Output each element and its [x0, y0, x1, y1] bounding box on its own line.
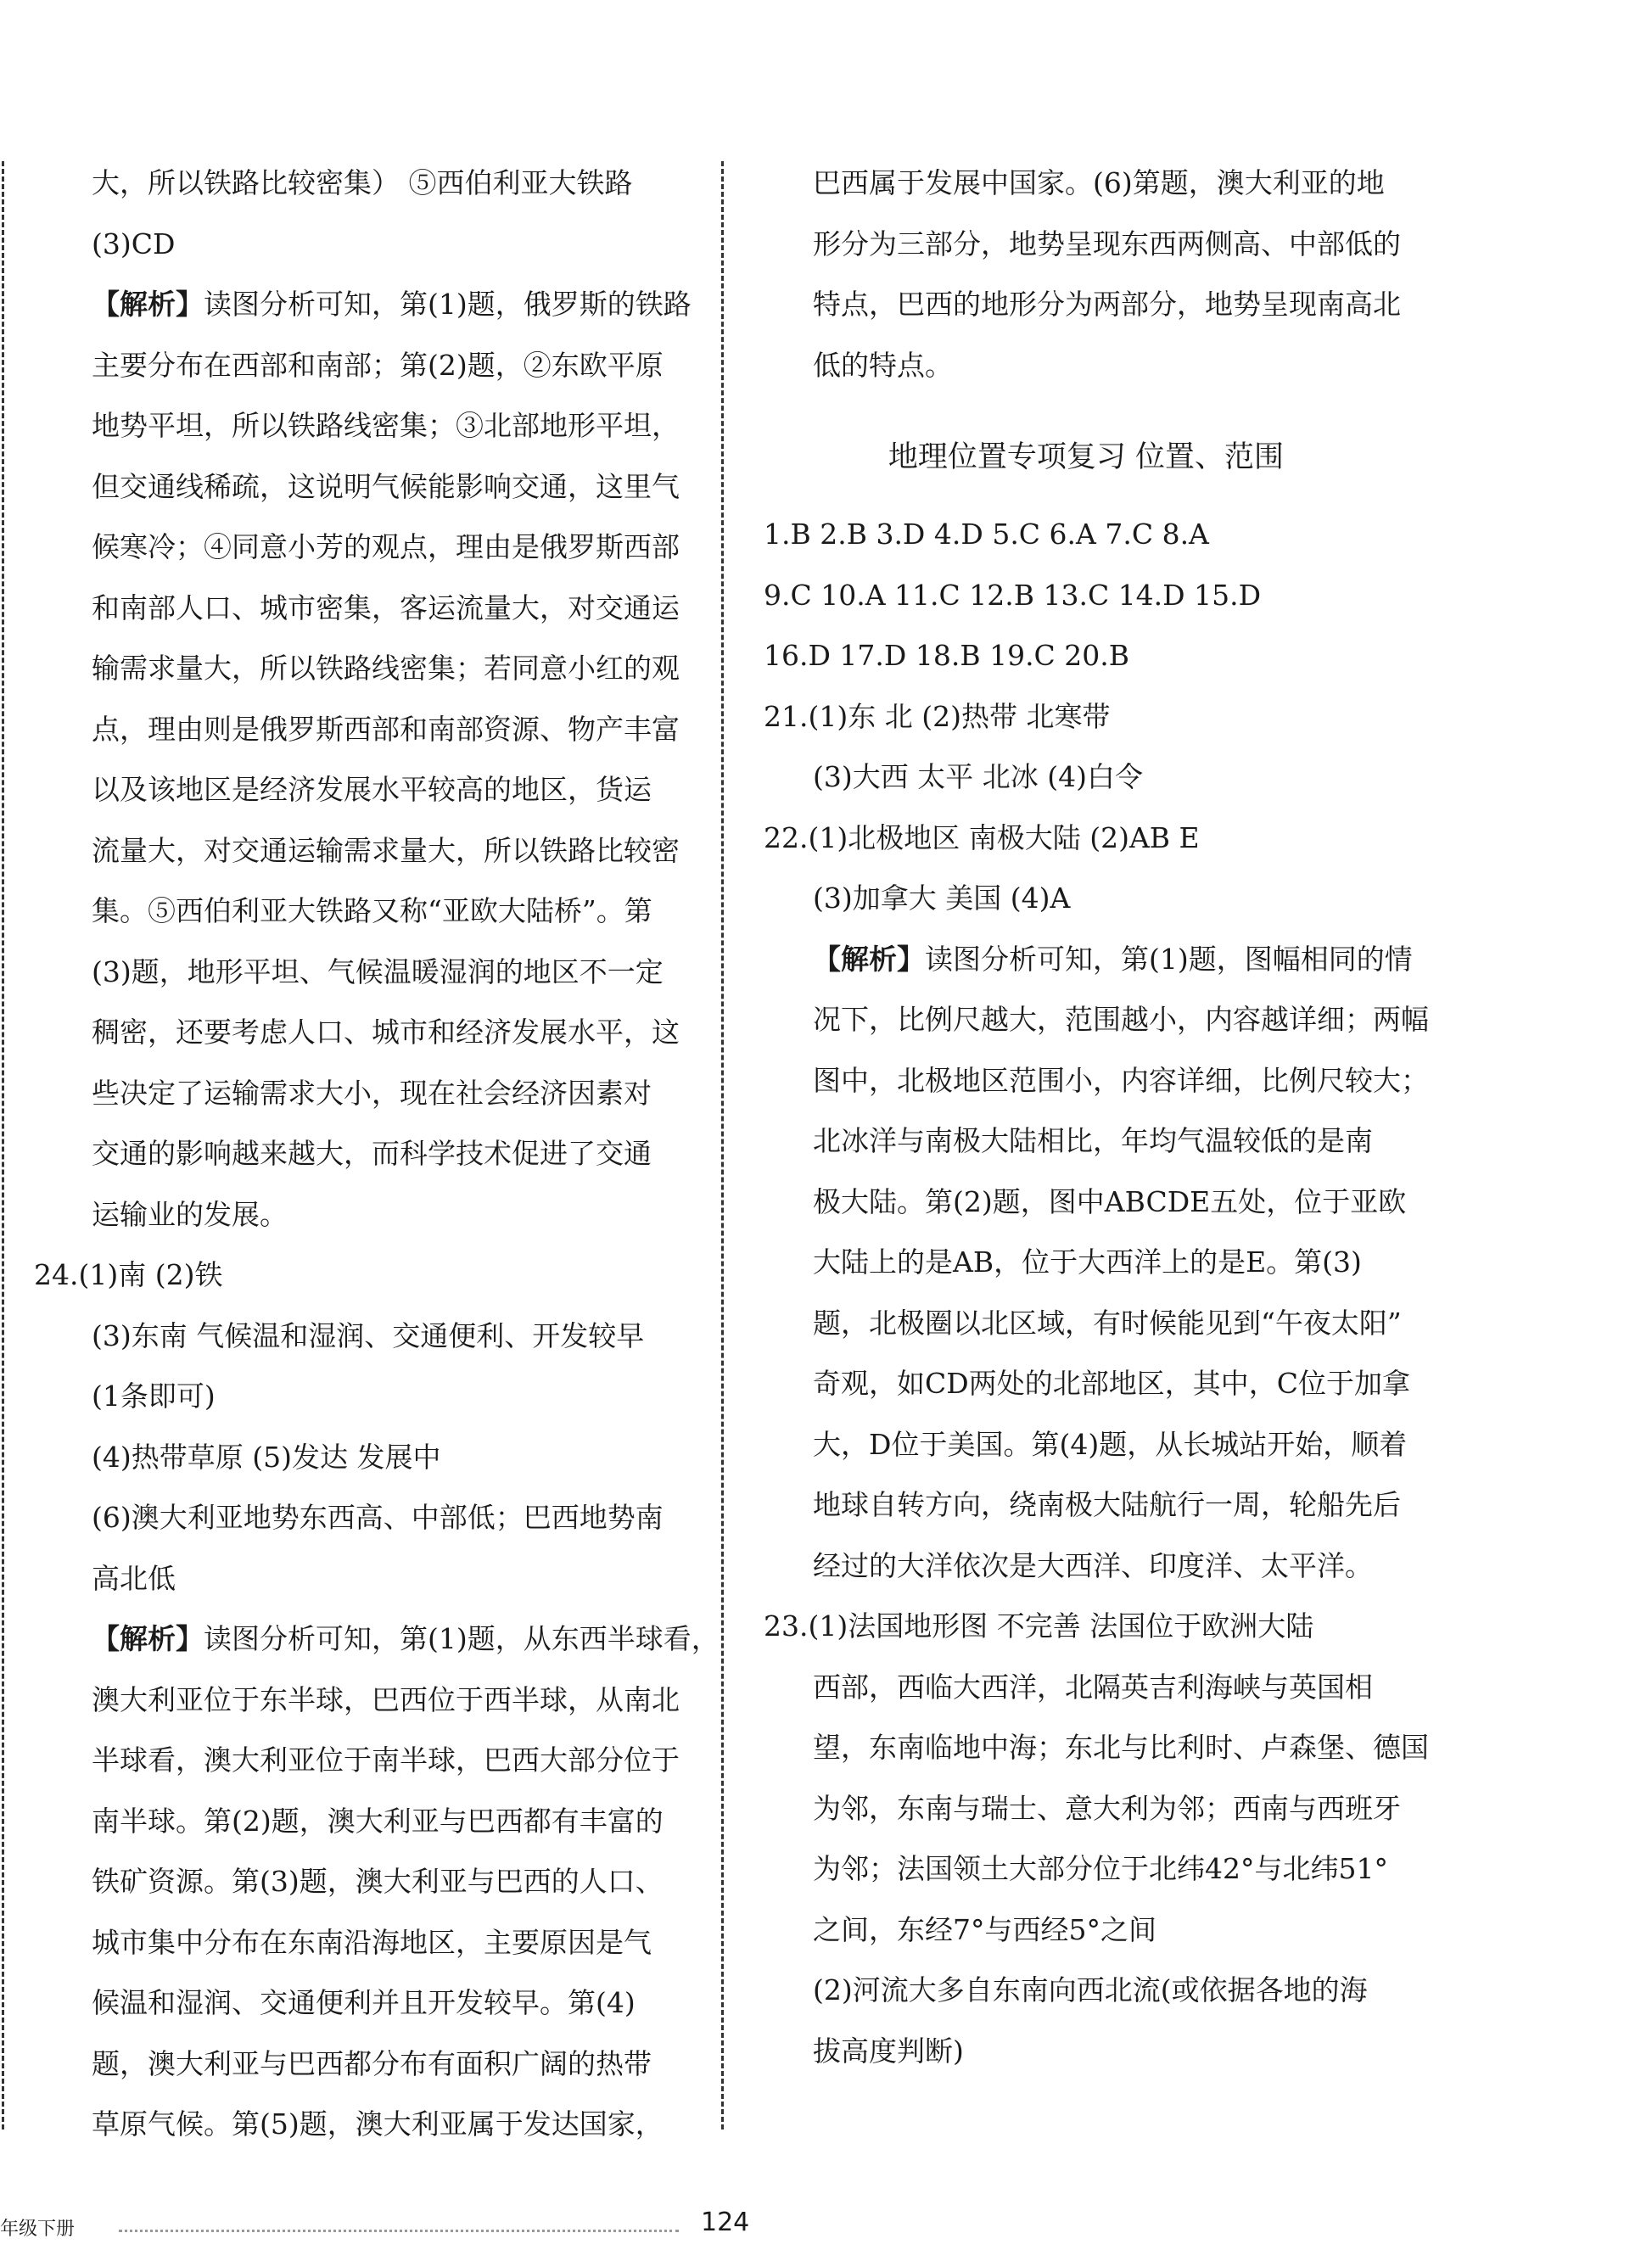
- line-text: 题，澳大利亚与巴西都分布有面积广阔的热带: [92, 2046, 652, 2080]
- text-line: [764, 214, 1408, 275]
- line-text: 城市集中分布在东南沿海地区，主要原因是气: [92, 1925, 652, 1959]
- line-text: 半球看，澳大利亚位于南半球，巴西大部分位于: [92, 1743, 680, 1777]
- text-line: [764, 335, 1408, 396]
- text-line: [764, 2021, 1408, 2082]
- line-text: 16.D 17.D 18.B 19.C 20.B: [764, 639, 1130, 672]
- footer-grade-label: 年级下册: [0, 2219, 76, 2240]
- line-text: 望，东南临地中海；东北与比利时、卢森堡、德国: [813, 1731, 1429, 1764]
- text-line: [34, 638, 687, 699]
- text-line: [764, 1111, 1408, 1172]
- line-text: 大，所以铁路比较密集） ⑤西伯利亚大铁路: [92, 166, 633, 199]
- text-line: [34, 456, 687, 518]
- text-line: [34, 153, 687, 214]
- text-line: [34, 1427, 687, 1488]
- line-text: (2)河流大多自东南向西北流(或依据各地的海: [813, 1973, 1368, 2006]
- text-line: [764, 1172, 1408, 1233]
- line-text: 大陆上的是AB，位于大西洋上的是E。第(3): [813, 1245, 1362, 1279]
- text-line: [764, 1414, 1408, 1475]
- line-text: 巴西属于发展中国家。(6)第题，澳大利亚的地: [813, 166, 1385, 199]
- line-text: 读图分析可知，第(1)题，图幅相同的情: [925, 942, 1413, 976]
- text-line: [764, 565, 1408, 626]
- line-text: 些决定了运输需求大小，现在社会经济因素对: [92, 1076, 652, 1110]
- text-line: [764, 868, 1408, 929]
- line-text: 1.B 2.B 3.D 4.D 5.C 6.A 7.C 8.A: [764, 518, 1209, 551]
- line-text: (3)东南 气候温和湿润、交通便利、开发较早: [92, 1318, 645, 1352]
- column-divider-dashed-line: [721, 161, 724, 2129]
- text-line: [34, 1306, 687, 1367]
- line-text: 况下，比例尺越大，范围越小，内容越详细；两幅: [813, 1003, 1429, 1036]
- text-line: [764, 1657, 1408, 1718]
- line-text: (4)热带草原 (5)发达 发展中: [92, 1440, 441, 1474]
- text-line: [764, 1293, 1408, 1354]
- line-text: 特点，巴西的地形分为两部分，地势呈现南高北: [813, 288, 1401, 321]
- line-text: (3)大西 太平 北冰 (4)白令: [813, 760, 1143, 793]
- text-line: [764, 1960, 1408, 2021]
- text-line: [764, 1050, 1429, 1111]
- line-text: 大，D位于美国。第(4)题，从长城站开始，顺着: [813, 1427, 1408, 1461]
- line-text: 点，理由则是俄罗斯西部和南部资源、物产丰富: [92, 712, 680, 746]
- line-text: 北冰洋与南极大陆相比，年均气温较低的是南: [813, 1124, 1373, 1157]
- line-text: 为邻；法国领土大部分位于北纬42°与北纬51°: [813, 1852, 1388, 1885]
- line-text: 地势平坦，所以铁路线密集；③北部地形平坦，: [92, 409, 680, 442]
- text-line: [34, 1548, 687, 1609]
- text-line: [34, 1851, 687, 1912]
- text-line: [764, 1717, 1429, 1778]
- line-text: 候寒冷；④同意小芳的观点，理由是俄罗斯西部: [92, 530, 680, 563]
- text-line: [764, 274, 1408, 335]
- text-line: [34, 578, 687, 639]
- line-text: 以及该地区是经济发展水平较高的地区，货运: [92, 773, 652, 806]
- text-line: [764, 1838, 1408, 1900]
- line-text: 经过的大洋依次是大西洋、印度洋、太平洋。: [813, 1548, 1373, 1582]
- line-text: 候温和湿润、交通便利并且开发较早。第(4): [92, 1986, 636, 2019]
- right-column-continuation: [764, 153, 1408, 395]
- line-text: 奇观，如CD两处的北部地区，其中，C位于加拿: [813, 1367, 1410, 1400]
- line-text: 之间，东经7°与西经5°之间: [813, 1912, 1156, 1946]
- text-line: [34, 1973, 687, 2034]
- line-text: 极大陆。第(2)题，图中ABCDE五处，位于亚欧: [813, 1184, 1407, 1218]
- line-text: 低的特点。: [813, 348, 953, 382]
- text-line: [34, 1184, 687, 1245]
- right-column: [764, 153, 1429, 2081]
- left-binding-dashed-line: [2, 161, 4, 2129]
- text-line: [34, 1670, 687, 1731]
- line-text: 交通的影响越来越大，而科学技术促进了交通: [92, 1137, 652, 1170]
- line-text: 稠密，还要考虑人口、城市和经济发展水平，这: [92, 1016, 680, 1049]
- text-line: [764, 1353, 1408, 1414]
- line-text: 22.(1)北极地区 南极大陆 (2)AB E: [764, 820, 1200, 854]
- analysis-tag: 【解析】: [92, 288, 204, 321]
- line-text: 西部，西临大西洋，北隔英吉利海峡与英国相: [813, 1670, 1373, 1704]
- text-line: [764, 1778, 1408, 1839]
- analysis-tag: 【解析】: [813, 942, 925, 976]
- text-line: [764, 1900, 1408, 1961]
- text-line: [34, 274, 692, 335]
- text-line: [34, 517, 687, 578]
- text-line: [764, 747, 1408, 808]
- line-text: 24.(1)南 (2)铁: [34, 1258, 223, 1291]
- line-text: (6)澳大利亚地势东西高、中部低；巴西地势南: [92, 1501, 664, 1534]
- text-line: [764, 989, 1429, 1050]
- line-text: (3)加拿大 美国 (4)A: [813, 881, 1071, 915]
- text-line: [34, 1002, 687, 1063]
- section-title: 地理位置专项复习 位置、范围: [888, 440, 1285, 474]
- line-text: 图中，北极地区范围小，内容详细，比例尺较大；: [813, 1063, 1429, 1097]
- line-text: 但交通线稀疏，这说明气候能影响交通，这里气: [92, 469, 680, 503]
- line-text: 读图分析可知，第(1)题，俄罗斯的铁路: [204, 288, 692, 321]
- line-text: 9.C 10.A 11.C 12.B 13.C 14.D 15.D: [764, 578, 1262, 612]
- answer-block: [764, 504, 1429, 2081]
- line-text: 草原气候。第(5)题，澳大利亚属于发达国家，: [92, 2107, 664, 2141]
- text-line: [34, 942, 687, 1003]
- text-line: [34, 820, 687, 881]
- text-line: [764, 153, 1408, 214]
- text-line: [34, 759, 687, 820]
- line-text: 读图分析可知，第(1)题，从东西半球看，: [204, 1622, 720, 1655]
- line-text: 南半球。第(2)题，澳大利亚与巴西都有丰富的: [92, 1804, 664, 1838]
- line-text: 运输业的发展。: [92, 1197, 288, 1231]
- footer-dotted-rule: [119, 2230, 679, 2232]
- text-line: [34, 699, 687, 760]
- text-line: [34, 1366, 687, 1427]
- text-line: [34, 1063, 687, 1124]
- text-line: [764, 929, 1413, 990]
- text-line: [764, 1596, 1408, 1657]
- text-line: [34, 1123, 687, 1184]
- text-line: [34, 881, 687, 942]
- analysis-tag: 【解析】: [92, 1622, 204, 1655]
- line-text: 21.(1)东 北 (2)热带 北寒带: [764, 699, 1111, 733]
- line-text: 铁矿资源。第(3)题，澳大利亚与巴西的人口、: [92, 1865, 664, 1898]
- text-line: [34, 2034, 687, 2095]
- page-number: 124: [701, 2208, 750, 2237]
- text-line: [764, 1232, 1408, 1293]
- text-line: [34, 335, 687, 396]
- text-line: [34, 1730, 687, 1791]
- line-text: 为邻，东南与瑞士、意大利为邻；西南与西班牙: [813, 1791, 1401, 1825]
- text-line: [34, 1912, 687, 1973]
- line-text: 23.(1)法国地形图 不完善 法国位于欧洲大陆: [764, 1609, 1314, 1643]
- text-line: [34, 1245, 687, 1306]
- text-line: [764, 1536, 1408, 1597]
- text-line: [34, 1609, 720, 1670]
- text-line: [34, 1791, 687, 1852]
- line-text: 拔高度判断): [813, 2034, 964, 2068]
- left-column: [34, 153, 720, 2155]
- text-line: [764, 625, 1408, 686]
- text-line: [764, 808, 1408, 869]
- line-text: 高北低: [92, 1561, 176, 1595]
- text-line: [34, 214, 687, 275]
- line-text: (1条即可): [92, 1380, 216, 1413]
- line-text: 和南部人口、城市密集，客运流量大，对交通运: [92, 590, 680, 624]
- line-text: 集。⑤西伯利亚大铁路又称“亚欧大陆桥”。第: [92, 894, 652, 927]
- text-line: [34, 395, 687, 456]
- line-text: 形分为三部分，地势呈现东西两侧高、中部低的: [813, 227, 1401, 260]
- line-text: 流量大，对交通运输需求量大，所以铁路比较密: [92, 833, 680, 867]
- text-line: [764, 1475, 1408, 1536]
- line-text: (3)题，地形平坦、气候温暖湿润的地区不一定: [92, 954, 664, 988]
- text-line: [34, 2094, 687, 2155]
- line-text: (3)CD: [92, 227, 176, 260]
- line-text: 题，北极圈以北区域，有时候能见到“午夜太阳”: [813, 1306, 1402, 1340]
- text-line: [764, 504, 1408, 565]
- line-text: 地球自转方向，绕南极大陆航行一周，轮船先后: [813, 1488, 1401, 1521]
- line-text: 输需求量大，所以铁路线密集；若同意小红的观: [92, 652, 680, 685]
- line-text: 主要分布在西部和南部；第(2)题，②东欧平原: [92, 348, 664, 382]
- text-line: [34, 1487, 687, 1548]
- text-line: [764, 686, 1408, 747]
- line-text: 澳大利亚位于东半球，巴西位于西半球，从南北: [92, 1682, 680, 1716]
